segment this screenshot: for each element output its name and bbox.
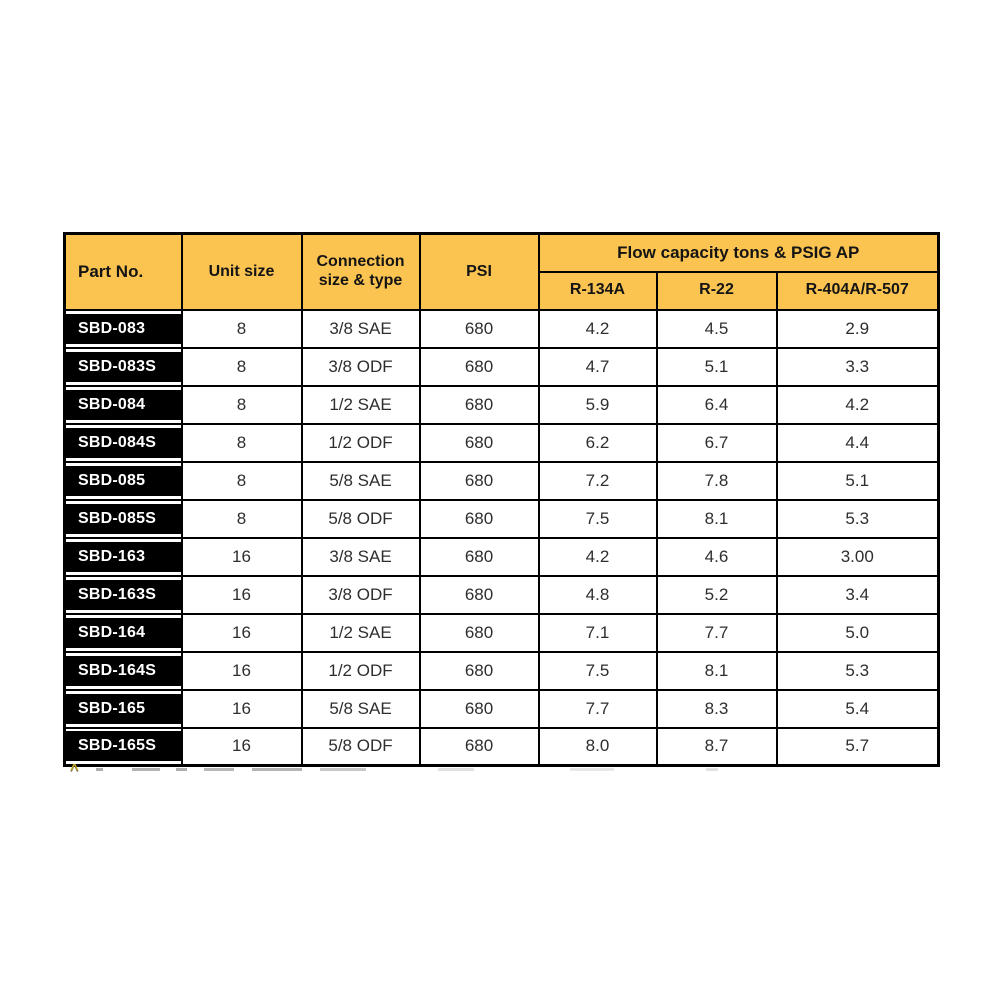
- part-no-label: SBD-085S: [78, 509, 157, 527]
- r404a-r507-cell: 5.0: [777, 614, 939, 652]
- r134a-cell: 4.2: [539, 538, 657, 576]
- footnote-clipped-text-fragment: [176, 768, 187, 771]
- psi-cell: 680: [420, 652, 539, 690]
- part-no-chip: [66, 618, 181, 648]
- r134a-cell: 8.0: [539, 728, 657, 766]
- table-row: [65, 614, 939, 652]
- part-no-label: SBD-084: [78, 395, 146, 413]
- r404a-r507-cell: 5.3: [777, 500, 939, 538]
- connection-cell: 1/2 SAE: [302, 614, 420, 652]
- part-no-chip: [66, 656, 181, 686]
- part-no-chip: [66, 504, 181, 534]
- connection-cell: 5/8 ODF: [302, 500, 420, 538]
- r404a-r507-cell: 5.4: [777, 690, 939, 728]
- col-header-connection: Connection size & type: [302, 234, 420, 310]
- unit-size-cell: 16: [182, 652, 302, 690]
- psi-cell: 680: [420, 424, 539, 462]
- psi-cell: 680: [420, 728, 539, 766]
- r134a-cell: 7.7: [539, 690, 657, 728]
- r22-cell: 5.2: [657, 576, 777, 614]
- table-row: [65, 652, 939, 690]
- part-no-cell: [65, 690, 182, 728]
- part-no-chip: [66, 314, 181, 344]
- psi-cell: 680: [420, 462, 539, 500]
- table-row: [65, 424, 939, 462]
- col-header-r404a-r507: R-404A/R-507: [777, 272, 939, 310]
- part-no-cell: [65, 728, 182, 766]
- r134a-cell: 7.1: [539, 614, 657, 652]
- connection-cell: 3/8 SAE: [302, 538, 420, 576]
- part-no-label: SBD-164S: [78, 661, 157, 679]
- psi-cell: 680: [420, 348, 539, 386]
- unit-size-cell: 8: [182, 462, 302, 500]
- psi-cell: 680: [420, 576, 539, 614]
- connection-cell: 5/8 ODF: [302, 728, 420, 766]
- r22-cell: 7.7: [657, 614, 777, 652]
- part-no-chip: [66, 694, 181, 724]
- r134a-cell: 7.2: [539, 462, 657, 500]
- table-row: [65, 462, 939, 500]
- footnote-clipped-text-fragment: [96, 768, 103, 771]
- psi-cell: 680: [420, 690, 539, 728]
- spec-table: [63, 232, 940, 767]
- r22-cell: 5.1: [657, 348, 777, 386]
- part-no-cell: [65, 538, 182, 576]
- table-header: [65, 234, 939, 310]
- part-no-chip: [66, 466, 181, 496]
- col-group-flow-capacity: Flow capacity tons & PSIG AP: [539, 234, 939, 272]
- part-no-cell: [65, 500, 182, 538]
- connection-cell: 3/8 ODF: [302, 348, 420, 386]
- r22-cell: 8.1: [657, 500, 777, 538]
- r22-cell: 4.5: [657, 310, 777, 348]
- part-no-label: SBD-163S: [78, 585, 157, 603]
- unit-size-cell: 8: [182, 424, 302, 462]
- table-row: [65, 576, 939, 614]
- col-header-r134a: R-134A: [539, 272, 657, 310]
- part-no-label: SBD-084S: [78, 433, 157, 451]
- r22-cell: 6.4: [657, 386, 777, 424]
- r22-cell: 8.1: [657, 652, 777, 690]
- r404a-r507-cell: 5.1: [777, 462, 939, 500]
- r134a-cell: 7.5: [539, 500, 657, 538]
- r22-cell: 8.3: [657, 690, 777, 728]
- part-no-cell: [65, 310, 182, 348]
- connection-cell: 5/8 SAE: [302, 462, 420, 500]
- footnote-clipped-text-fragment: [204, 768, 234, 771]
- unit-size-cell: 16: [182, 728, 302, 766]
- r404a-r507-cell: 3.4: [777, 576, 939, 614]
- psi-cell: 680: [420, 538, 539, 576]
- part-no-cell: [65, 386, 182, 424]
- r404a-r507-cell: 2.9: [777, 310, 939, 348]
- r22-cell: 4.6: [657, 538, 777, 576]
- unit-size-cell: 16: [182, 538, 302, 576]
- footnote-clipped-text-fragment: [706, 768, 718, 771]
- part-no-label: SBD-083S: [78, 357, 157, 375]
- r134a-cell: 6.2: [539, 424, 657, 462]
- r134a-cell: 5.9: [539, 386, 657, 424]
- r22-cell: 8.7: [657, 728, 777, 766]
- unit-size-cell: 16: [182, 614, 302, 652]
- footnote-clipped-text-fragment: [252, 768, 302, 771]
- connection-cell: 3/8 SAE: [302, 310, 420, 348]
- table-row: [65, 690, 939, 728]
- part-no-label: SBD-164: [78, 623, 146, 641]
- footnote: [70, 761, 750, 778]
- psi-cell: 680: [420, 386, 539, 424]
- r404a-r507-cell: 5.3: [777, 652, 939, 690]
- r134a-cell: 7.5: [539, 652, 657, 690]
- part-no-chip: [66, 428, 181, 458]
- footnote-clipped-text-fragment: [320, 768, 366, 771]
- r134a-cell: 4.2: [539, 310, 657, 348]
- part-no-cell: [65, 348, 182, 386]
- part-no-label: SBD-083: [78, 319, 146, 337]
- connection-cell: 1/2 ODF: [302, 652, 420, 690]
- r134a-cell: 4.8: [539, 576, 657, 614]
- table-body: [65, 310, 939, 766]
- table-row: [65, 348, 939, 386]
- r22-cell: 7.8: [657, 462, 777, 500]
- footnote-caret-marker: ^: [70, 761, 79, 778]
- part-no-label: SBD-165S: [78, 737, 157, 755]
- part-no-chip: [66, 580, 181, 610]
- unit-size-cell: 8: [182, 500, 302, 538]
- r404a-r507-cell: 4.4: [777, 424, 939, 462]
- footnote-clipped-text-fragment: [132, 768, 160, 771]
- part-no-label: SBD-163: [78, 547, 146, 565]
- r404a-r507-cell: 3.00: [777, 538, 939, 576]
- col-header-part-no: Part No.: [65, 234, 182, 310]
- unit-size-cell: 16: [182, 576, 302, 614]
- part-no-label: SBD-165: [78, 699, 146, 717]
- r134a-cell: 4.7: [539, 348, 657, 386]
- col-header-psi: PSI: [420, 234, 539, 310]
- table-row: [65, 500, 939, 538]
- part-no-chip: [66, 731, 181, 761]
- footnote-clipped-text-fragment: [570, 768, 614, 771]
- connection-cell: 1/2 SAE: [302, 386, 420, 424]
- psi-cell: 680: [420, 500, 539, 538]
- connection-cell: 5/8 SAE: [302, 690, 420, 728]
- unit-size-cell: 16: [182, 690, 302, 728]
- r404a-r507-cell: 5.7: [777, 728, 939, 766]
- col-header-r22: R-22: [657, 272, 777, 310]
- unit-size-cell: 8: [182, 310, 302, 348]
- part-no-chip: [66, 542, 181, 572]
- col-header-unit-size: Unit size: [182, 234, 302, 310]
- connection-cell: 1/2 ODF: [302, 424, 420, 462]
- part-no-cell: [65, 652, 182, 690]
- table-row: [65, 728, 939, 766]
- part-no-cell: [65, 576, 182, 614]
- part-no-cell: [65, 424, 182, 462]
- part-no-chip: [66, 390, 181, 420]
- part-no-cell: [65, 462, 182, 500]
- unit-size-cell: 8: [182, 348, 302, 386]
- table-row: [65, 538, 939, 576]
- unit-size-cell: 8: [182, 386, 302, 424]
- r22-cell: 6.7: [657, 424, 777, 462]
- table-row: [65, 386, 939, 424]
- table-row: [65, 310, 939, 348]
- r404a-r507-cell: 3.3: [777, 348, 939, 386]
- part-no-chip: [66, 352, 181, 382]
- part-no-cell: [65, 614, 182, 652]
- footnote-clipped-text-fragment: [438, 768, 474, 771]
- connection-cell: 3/8 ODF: [302, 576, 420, 614]
- part-no-label: SBD-085: [78, 471, 146, 489]
- psi-cell: 680: [420, 614, 539, 652]
- r404a-r507-cell: 4.2: [777, 386, 939, 424]
- psi-cell: 680: [420, 310, 539, 348]
